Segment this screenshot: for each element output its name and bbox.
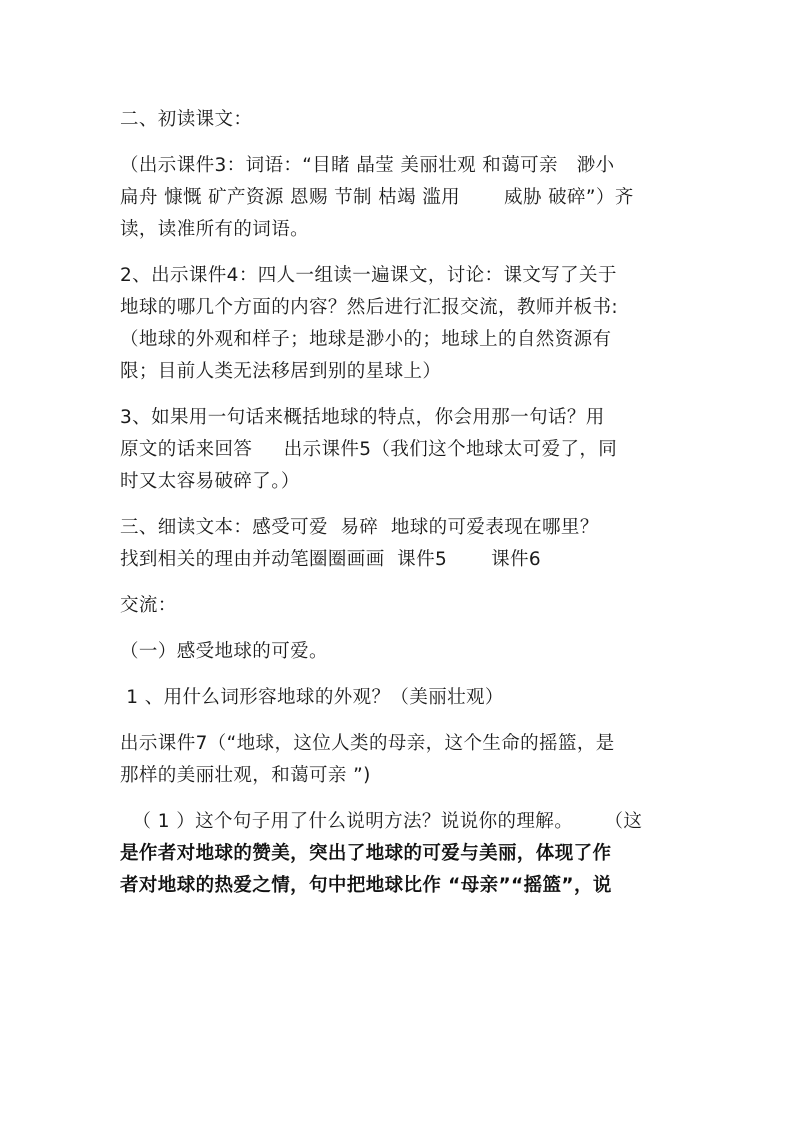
text-line: （地球的外观和样子；地球是渺小的；地球上的自然资源有 (120, 329, 612, 350)
text-line: 三、细读文本：感受可爱 易碎 地球的可爱表现在哪里？ (120, 517, 599, 538)
text-line: 交流： (120, 595, 177, 616)
text-line: 地球的哪几个方面的内容？然后进行汇报交流，教师并板书: (120, 297, 619, 318)
section-heading-close-reading (120, 512, 690, 576)
text-line: 读，读准所有的词语。 (120, 219, 310, 240)
text-line: 扁舟 慷慨 矿产资源 恩赐 节制 枯竭 滥用 威胁 破碎”）齐 (120, 187, 634, 208)
text-line: 2、出示课件4：四人一组读一遍课文，讨论：课文写了关于 (120, 265, 617, 286)
text-line: 找到相关的理由并动笔圈圈画画 课件5 课件6 (120, 549, 542, 570)
text-line: 1 、用什么词形容地球的外观？（美丽壮观） (120, 687, 504, 708)
subheading-earth-lovely (120, 636, 690, 668)
text-line-bold: 是作者对地球的赞美，突出了地球的可爱与美丽，体现了作 (120, 843, 612, 864)
paragraph-vocabulary (120, 150, 690, 246)
paragraph-group-discussion (120, 260, 690, 388)
text-line: 时又太容易破碎了。） (120, 471, 300, 492)
paragraph-explanation-method (120, 806, 690, 902)
paragraph-summarize-earth (120, 402, 690, 498)
text-line: 那样的美丽壮观，和蔼可亲 ”) (120, 765, 371, 786)
text-line: 原文的话来回答 出示课件5（我们这个地球太可爱了，同 (120, 439, 618, 460)
text-line: （一）感受地球的可爱。 (120, 641, 328, 662)
text-line: （出示课件3：词语：“目睹 晶莹 美丽壮观 和蔼可亲 渺小 (120, 155, 615, 176)
text-line: 限；目前人类无法移居到别的星球上） (120, 361, 442, 382)
text-line: （ 1 ）这个句子用了什么说明方法？说说你的理解。 （这 (120, 811, 643, 832)
text-line: 出示课件7（“地球，这位人类的母亲，这个生命的摇篮，是 (120, 733, 615, 754)
document-body (120, 104, 690, 916)
text-line: 3、如果用一句话来概括地球的特点，你会用那一句话？用 (120, 407, 605, 428)
section-heading-first-reading (120, 104, 690, 136)
text-line-bold: 者对地球的热爱之情，句中把地球比作 “母亲”“摇篮”，说 (120, 875, 612, 896)
paragraph-question-1 (120, 682, 690, 714)
paragraph-exchange (120, 590, 690, 622)
paragraph-courseware-7 (120, 728, 690, 792)
text-line: 二、初读课文： (120, 109, 253, 130)
